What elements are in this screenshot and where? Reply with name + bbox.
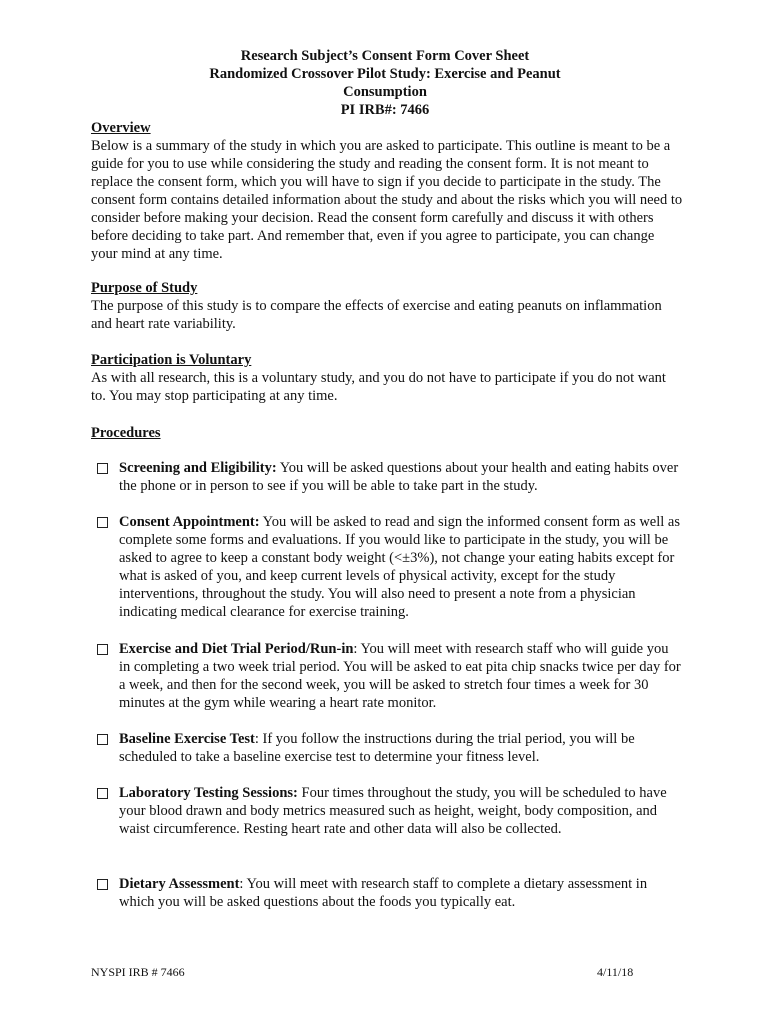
voluntary-text: As with all research, this is a voluntary study, and you do not have to participate if you do not want to. You may stop participating at any time. xyxy=(91,370,666,404)
procedure-item-body: You will be asked to read and sign the informed consent form as well as complete some forms and evaluations. If you would like to participate in the study, you will be asked to agree to keep a constant body weight (<±3%), not change your eating habits except for what is asked of you, and keep current levels of physical activity, except for the study interventions, throughout the study. You will also need to present a note from a physician indicating medical clearance for exercise training. xyxy=(119,514,681,620)
purpose-heading: Purpose of Study xyxy=(91,280,198,296)
procedure-item-label: Exercise and Diet Trial Period/Run-in xyxy=(119,641,354,657)
procedure-item-label: Dietary Assessment xyxy=(119,876,240,892)
overview-heading: Overview xyxy=(91,120,151,136)
footer-date: 4/11/18 xyxy=(597,965,634,979)
procedure-item-body: You will be asked questions about your health and eating habits over the phone or in person to see if you will be able to take part in the study. xyxy=(119,460,679,494)
procedure-item-text xyxy=(119,875,681,911)
checkbox-icon[interactable] xyxy=(97,734,108,745)
document-title xyxy=(90,47,680,119)
procedure-item-label: Screening and Eligibility: xyxy=(119,460,277,476)
title-line-4: PI IRB#: 7466 xyxy=(340,102,430,118)
procedure-item-label: Baseline Exercise Test xyxy=(119,731,255,747)
title-line-1: Research Subject’s Consent Form Cover Sheet xyxy=(240,48,530,64)
footer-irb-number: NYSPI IRB # 7466 xyxy=(91,965,185,979)
purpose-text: The purpose of this study is to compare the effects of exercise and eating peanuts on inflammation and heart rate variability. xyxy=(91,298,662,332)
overview-text: Below is a summary of the study in which you are asked to participate. This outline is meant to be a guide for you to use while considering the study and reading the consent form. It is not meant to replace the consent form, which you will have to sign if you decide to participate in the study. The consent form contains detailed information about the study and about the risks which you will need to consider before making your decision. Read the consent form carefully and discuss it with others before deciding to take part. And remember that, even if you agree to participate, you can change your mind at any time. xyxy=(91,138,683,262)
checkbox-icon[interactable] xyxy=(97,463,108,474)
title-line-3: Consumption xyxy=(343,84,427,100)
procedure-item-body: : You will meet with research staff who will guide you in completing a two week trial period. You will be asked to eat pita chip snacks twice per day for a week, and then for the second week, you will be asked to stretch four times a week for 30 minutes at the gym while wearing a heart rate monitor. xyxy=(119,641,681,711)
checkbox-icon[interactable] xyxy=(97,517,108,528)
procedure-item-label: Consent Appointment: xyxy=(119,514,260,530)
procedure-item-text xyxy=(119,784,681,838)
procedure-item-text xyxy=(119,459,681,495)
procedure-item-text xyxy=(119,640,681,712)
checkbox-icon[interactable] xyxy=(97,879,108,890)
voluntary-heading: Participation is Voluntary xyxy=(91,352,252,368)
checkbox-icon[interactable] xyxy=(97,644,108,655)
procedure-item-text xyxy=(119,513,681,621)
procedure-item-text xyxy=(119,730,681,766)
title-line-2: Randomized Crossover Pilot Study: Exercise and Peanut xyxy=(209,66,561,82)
procedures-heading: Procedures xyxy=(91,425,161,441)
procedure-item-label: Laboratory Testing Sessions: xyxy=(119,785,298,801)
procedure-item-body: Four times throughout the study, you will be scheduled to have your blood drawn and body metrics measured such as height, weight, body composition, and waist circumference. Resting heart rate and other data will also be collected. xyxy=(119,785,667,837)
procedure-item-body: : You will meet with research staff to complete a dietary assessment in which you will be asked questions about the foods you typically eat. xyxy=(119,876,648,910)
procedure-item-body: : If you follow the instructions during the trial period, you will be scheduled to take a baseline exercise test to determine your fitness level. xyxy=(119,731,635,765)
checkbox-icon[interactable] xyxy=(97,788,108,799)
